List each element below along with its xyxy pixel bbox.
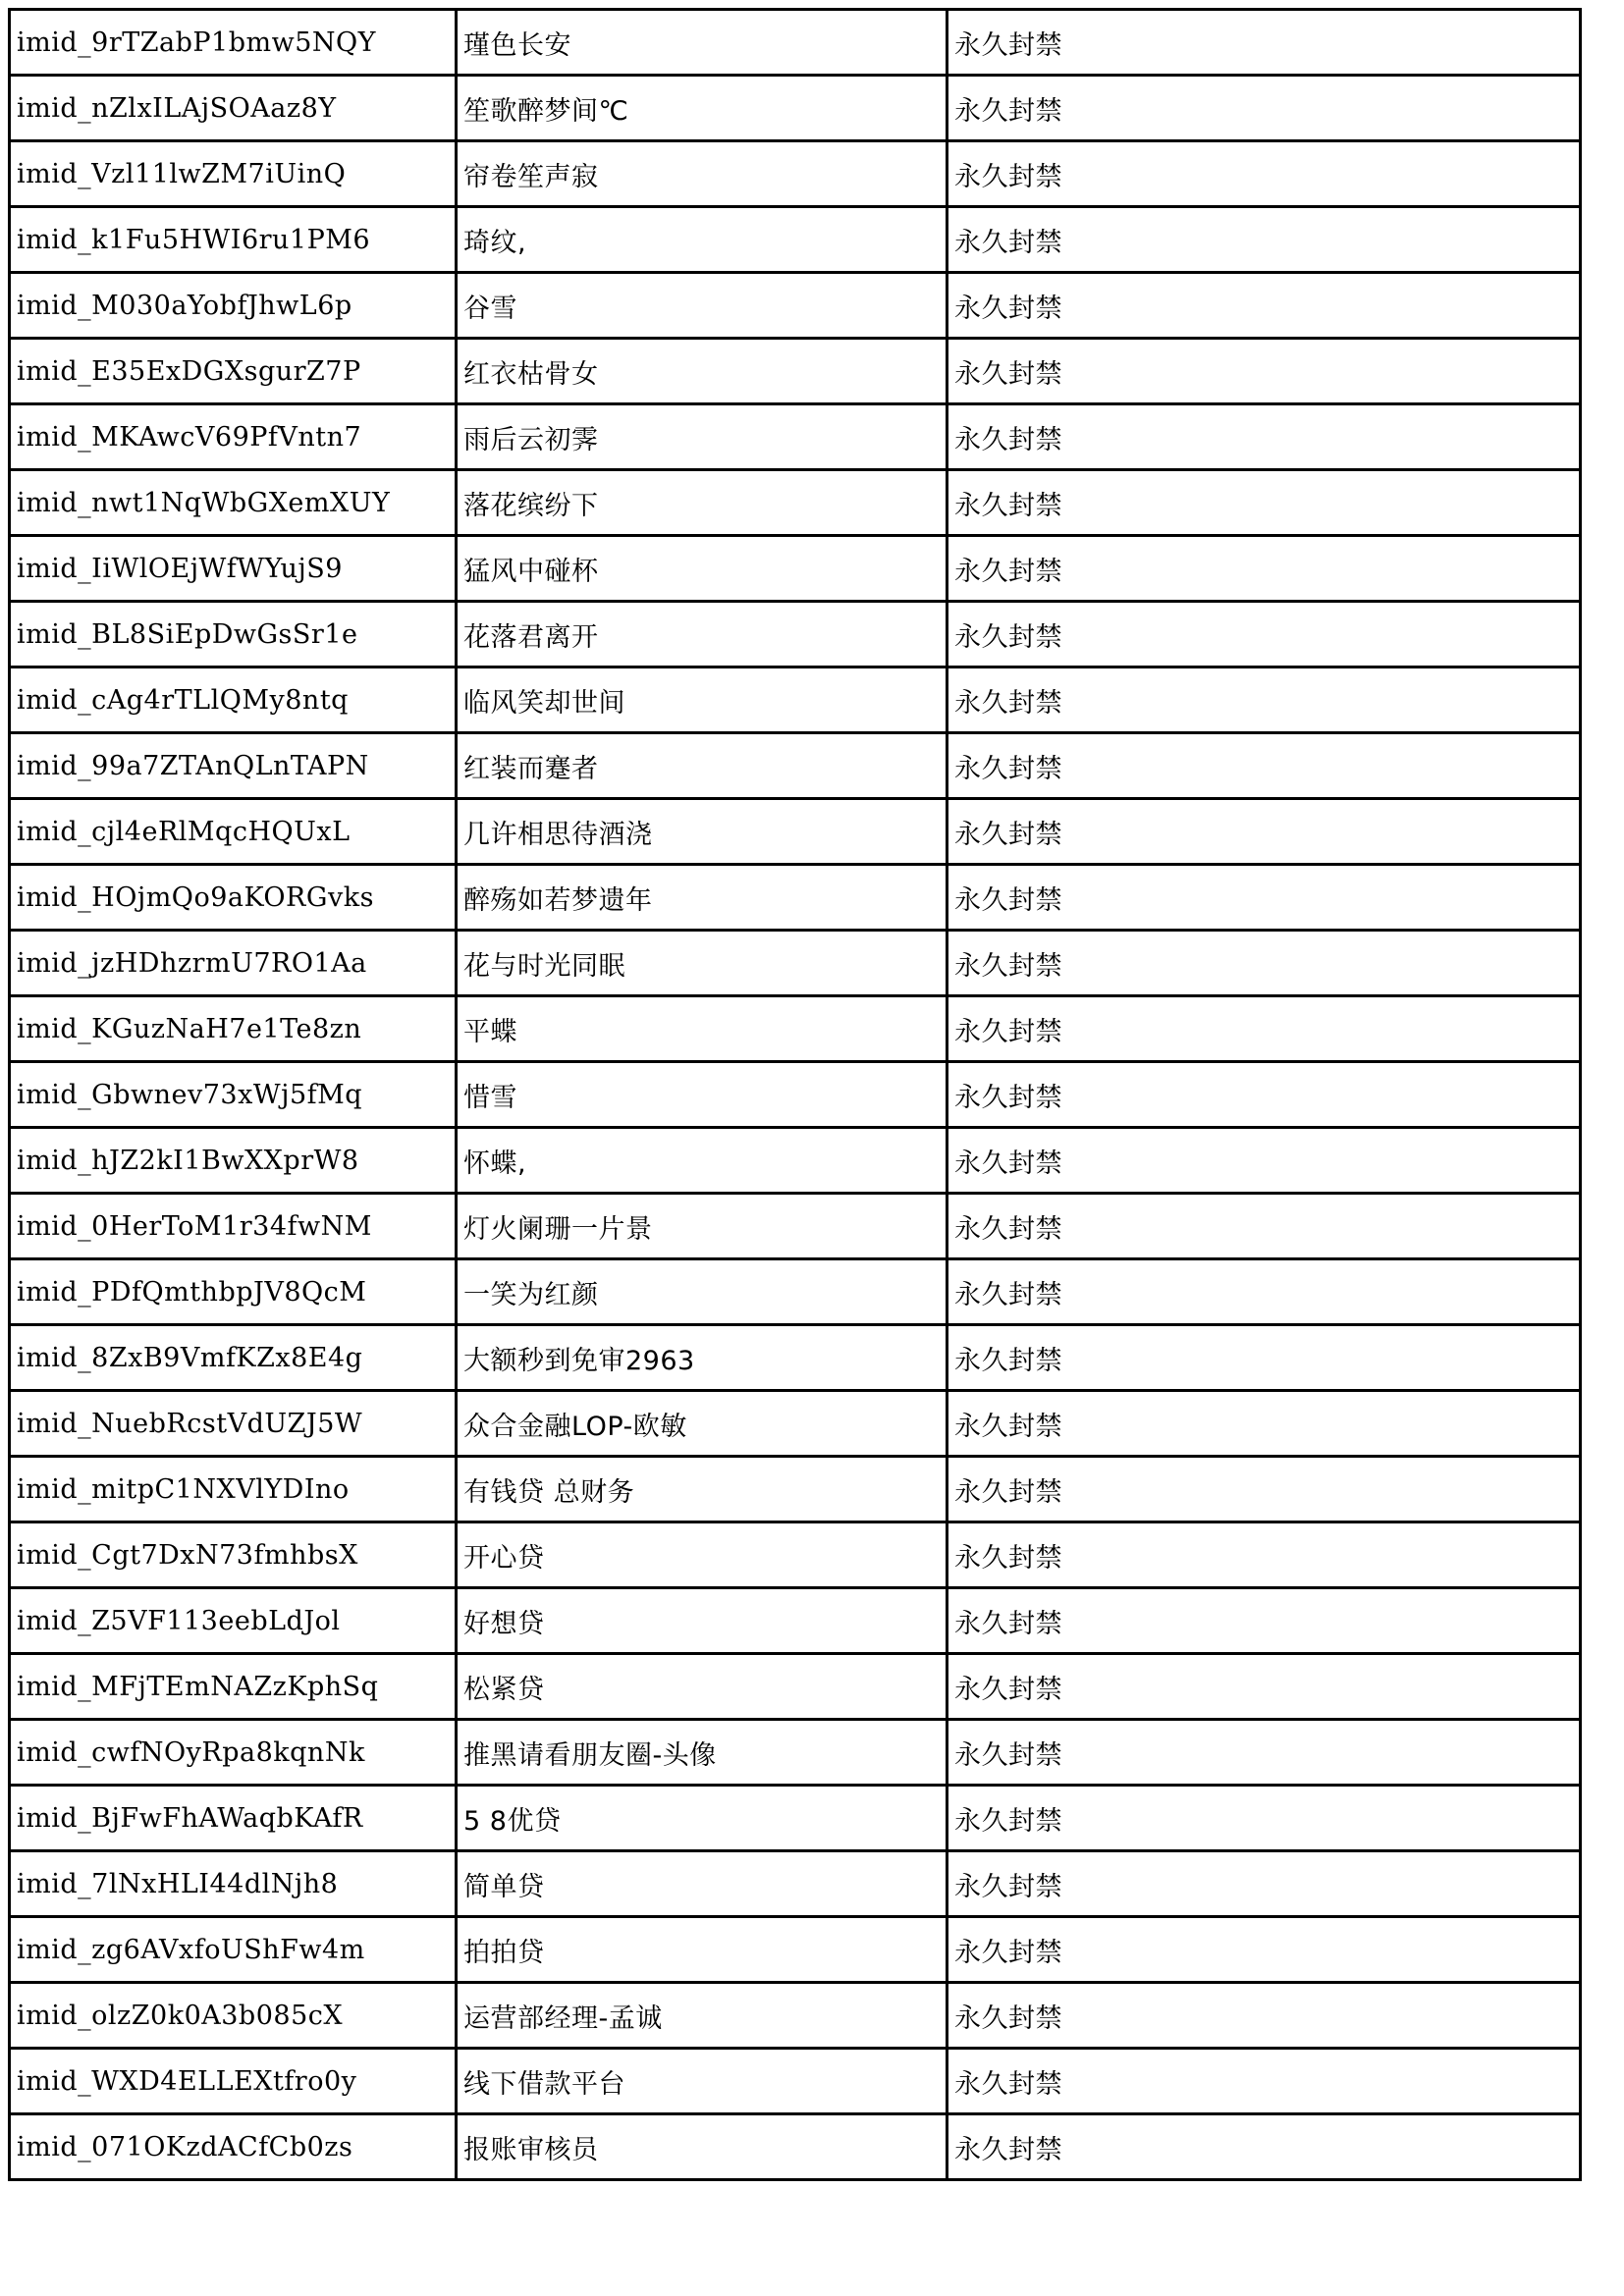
ban-status-cell: 永久封禁 <box>947 931 1581 996</box>
ban-status-cell: 永久封禁 <box>947 1128 1581 1194</box>
nickname-cell: 醉殇如若梦遗年 <box>457 865 947 931</box>
nickname-cell: 一笑为红颜 <box>457 1259 947 1325</box>
user-id-cell: imid_hJZ2kI1BwXXprW8 <box>10 1128 457 1194</box>
table-row <box>10 667 1581 733</box>
nickname-cell: 瑾色长安 <box>457 10 947 76</box>
ban-status-cell: 永久封禁 <box>947 207 1581 273</box>
table-row <box>10 1851 1581 1917</box>
table-row <box>10 1128 1581 1194</box>
user-id-cell: imid_BjFwFhAWaqbKAfR <box>10 1786 457 1851</box>
ban-status-cell: 永久封禁 <box>947 865 1581 931</box>
nickname-cell: 琦纹, <box>457 207 947 273</box>
user-id-cell: imid_mitpC1NXVlYDIno <box>10 1457 457 1522</box>
ban-status-cell: 永久封禁 <box>947 404 1581 470</box>
ban-status-cell: 永久封禁 <box>947 1786 1581 1851</box>
nickname-cell: 开心贷 <box>457 1522 947 1588</box>
user-id-cell: imid_BL8SiEpDwGsSr1e <box>10 602 457 667</box>
nickname-cell: 落花缤纷下 <box>457 470 947 536</box>
table-row <box>10 536 1581 602</box>
table-row <box>10 1786 1581 1851</box>
ban-status-cell: 永久封禁 <box>947 1391 1581 1457</box>
nickname-cell: 谷雪 <box>457 273 947 339</box>
ban-status-cell: 永久封禁 <box>947 733 1581 799</box>
table-row <box>10 470 1581 536</box>
nickname-cell: 运营部经理-孟诚 <box>457 1983 947 2049</box>
table-row <box>10 76 1581 141</box>
nickname-cell: 5 8优贷 <box>457 1786 947 1851</box>
ban-status-cell: 永久封禁 <box>947 1851 1581 1917</box>
user-id-cell: imid_Z5VF113eebLdJol <box>10 1588 457 1654</box>
user-id-cell: imid_Gbwnev73xWj5fMq <box>10 1062 457 1128</box>
table-row <box>10 1457 1581 1522</box>
nickname-cell: 几许相思待酒浇 <box>457 799 947 865</box>
table-row <box>10 1325 1581 1391</box>
table-row <box>10 931 1581 996</box>
ban-status-cell: 永久封禁 <box>947 1062 1581 1128</box>
user-id-cell: imid_KGuzNaH7e1Te8zn <box>10 996 457 1062</box>
nickname-cell: 平蝶 <box>457 996 947 1062</box>
ban-status-cell: 永久封禁 <box>947 10 1581 76</box>
user-id-cell: imid_MKAwcV69PfVntn7 <box>10 404 457 470</box>
user-id-cell: imid_NuebRcstVdUZJ5W <box>10 1391 457 1457</box>
nickname-cell: 推黑请看朋友圈-头像 <box>457 1720 947 1786</box>
nickname-cell: 红装而蹇者 <box>457 733 947 799</box>
table-row <box>10 1588 1581 1654</box>
user-id-cell: imid_k1Fu5HWI6ru1PM6 <box>10 207 457 273</box>
nickname-cell: 灯火阑珊一片景 <box>457 1194 947 1259</box>
ban-status-cell: 永久封禁 <box>947 2114 1581 2180</box>
table-row <box>10 1259 1581 1325</box>
table-row <box>10 1062 1581 1128</box>
nickname-cell: 雨后云初霁 <box>457 404 947 470</box>
table-row <box>10 273 1581 339</box>
user-id-cell: imid_071OKzdACfCb0zs <box>10 2114 457 2180</box>
table-row <box>10 1720 1581 1786</box>
table-row <box>10 1983 1581 2049</box>
user-id-cell: imid_Vzl11lwZM7iUinQ <box>10 141 457 207</box>
user-id-cell: imid_8ZxB9VmfKZx8E4g <box>10 1325 457 1391</box>
user-id-cell: imid_Cgt7DxN73fmhbsX <box>10 1522 457 1588</box>
user-id-cell: imid_99a7ZTAnQLnTAPN <box>10 733 457 799</box>
ban-status-cell: 永久封禁 <box>947 1917 1581 1983</box>
ban-list-body <box>10 10 1581 2180</box>
nickname-cell: 好想贷 <box>457 1588 947 1654</box>
table-row <box>10 2049 1581 2114</box>
user-id-cell: imid_PDfQmthbpJV8QcM <box>10 1259 457 1325</box>
ban-status-cell: 永久封禁 <box>947 1457 1581 1522</box>
ban-status-cell: 永久封禁 <box>947 1194 1581 1259</box>
table-row <box>10 10 1581 76</box>
ban-status-cell: 永久封禁 <box>947 339 1581 404</box>
user-id-cell: imid_M030aYobfJhwL6p <box>10 273 457 339</box>
table-row <box>10 207 1581 273</box>
nickname-cell: 简单贷 <box>457 1851 947 1917</box>
nickname-cell: 线下借款平台 <box>457 2049 947 2114</box>
table-row <box>10 1194 1581 1259</box>
user-id-cell: imid_HOjmQo9aKORGvks <box>10 865 457 931</box>
user-id-cell: imid_olzZ0k0A3b085cX <box>10 1983 457 2049</box>
nickname-cell: 花与时光同眠 <box>457 931 947 996</box>
ban-status-cell: 永久封禁 <box>947 2049 1581 2114</box>
ban-status-cell: 永久封禁 <box>947 1522 1581 1588</box>
ban-status-cell: 永久封禁 <box>947 536 1581 602</box>
user-id-cell: imid_nwt1NqWbGXemXUY <box>10 470 457 536</box>
user-id-cell: imid_7lNxHLI44dlNjh8 <box>10 1851 457 1917</box>
ban-status-cell: 永久封禁 <box>947 1325 1581 1391</box>
ban-status-cell: 永久封禁 <box>947 470 1581 536</box>
user-id-cell: imid_WXD4ELLEXtfro0y <box>10 2049 457 2114</box>
nickname-cell: 猛风中碰杯 <box>457 536 947 602</box>
nickname-cell: 松紧贷 <box>457 1654 947 1720</box>
table-row <box>10 1654 1581 1720</box>
table-row <box>10 799 1581 865</box>
table-row <box>10 1522 1581 1588</box>
user-id-cell: imid_cjl4eRlMqcHQUxL <box>10 799 457 865</box>
ban-status-cell: 永久封禁 <box>947 141 1581 207</box>
nickname-cell: 拍拍贷 <box>457 1917 947 1983</box>
nickname-cell: 笙歌醉梦间℃ <box>457 76 947 141</box>
table-row <box>10 339 1581 404</box>
ban-status-cell: 永久封禁 <box>947 1259 1581 1325</box>
ban-status-cell: 永久封禁 <box>947 996 1581 1062</box>
user-id-cell: imid_zg6AVxfoUShFw4m <box>10 1917 457 1983</box>
nickname-cell: 有钱贷 总财务 <box>457 1457 947 1522</box>
nickname-cell: 临风笑却世间 <box>457 667 947 733</box>
table-row <box>10 1391 1581 1457</box>
ban-status-cell: 永久封禁 <box>947 602 1581 667</box>
user-id-cell: imid_IiWlOEjWfWYujS9 <box>10 536 457 602</box>
nickname-cell: 报账审核员 <box>457 2114 947 2180</box>
table-row <box>10 733 1581 799</box>
table-row <box>10 602 1581 667</box>
ban-list-table <box>8 8 1582 2181</box>
table-row <box>10 2114 1581 2180</box>
ban-status-cell: 永久封禁 <box>947 799 1581 865</box>
nickname-cell: 惜雪 <box>457 1062 947 1128</box>
nickname-cell: 花落君离开 <box>457 602 947 667</box>
ban-status-cell: 永久封禁 <box>947 1720 1581 1786</box>
user-id-cell: imid_9rTZabP1bmw5NQY <box>10 10 457 76</box>
user-id-cell: imid_cwfNOyRpa8kqnNk <box>10 1720 457 1786</box>
ban-status-cell: 永久封禁 <box>947 1654 1581 1720</box>
nickname-cell: 红衣枯骨女 <box>457 339 947 404</box>
table-row <box>10 996 1581 1062</box>
nickname-cell: 怀蝶, <box>457 1128 947 1194</box>
ban-status-cell: 永久封禁 <box>947 1588 1581 1654</box>
nickname-cell: 大额秒到免审2963 <box>457 1325 947 1391</box>
table-row <box>10 404 1581 470</box>
table-row <box>10 141 1581 207</box>
nickname-cell: 众合金融LOP-欧敏 <box>457 1391 947 1457</box>
ban-status-cell: 永久封禁 <box>947 76 1581 141</box>
user-id-cell: imid_jzHDhzrmU7RO1Aa <box>10 931 457 996</box>
table-row <box>10 865 1581 931</box>
ban-status-cell: 永久封禁 <box>947 1983 1581 2049</box>
table-row <box>10 1917 1581 1983</box>
nickname-cell: 帘卷笙声寂 <box>457 141 947 207</box>
ban-status-cell: 永久封禁 <box>947 273 1581 339</box>
ban-status-cell: 永久封禁 <box>947 667 1581 733</box>
user-id-cell: imid_nZlxILAjSOAaz8Y <box>10 76 457 141</box>
user-id-cell: imid_E35ExDGXsgurZ7P <box>10 339 457 404</box>
user-id-cell: imid_0HerToM1r34fwNM <box>10 1194 457 1259</box>
user-id-cell: imid_cAg4rTLlQMy8ntq <box>10 667 457 733</box>
user-id-cell: imid_MFjTEmNAZzKphSq <box>10 1654 457 1720</box>
